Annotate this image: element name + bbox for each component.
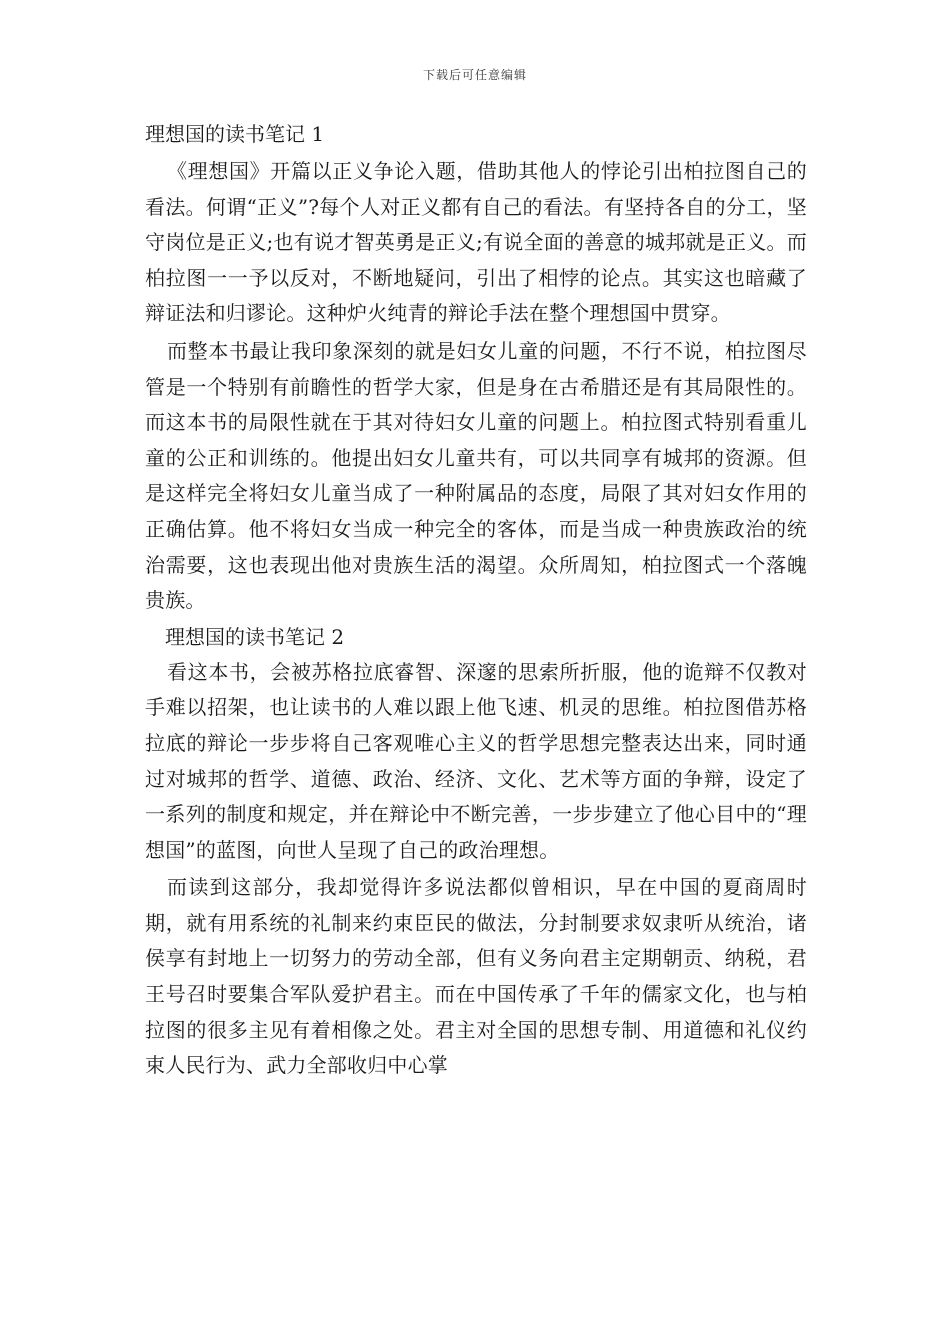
section-title-1: 理想国的读书笔记 1 <box>145 122 325 146</box>
header-note: 下载后可任意编辑 <box>422 68 527 82</box>
paragraph: 看这本书，会被苏格拉底睿智、深邃的思索所折服，他的诡辩不仅教对手难以招架，也让读书的人难以跟上他飞速、机灵的思维。柏拉图借苏格拉底的辩论一步步将自己客观唯心主义的哲学思想完整表达出来，同时通过对城邦的哲学、道德、政治、经济、文化、艺术等方面的争辩，设定了一系列的制度和规定，并在辩论中不断完善，一步步建立了他心目中的“理想国”的蓝图，向世人呈现了自己的政治理想。 <box>145 659 807 862</box>
paragraph: 而整本书最让我印象深刻的就是妇女儿童的问题，不行不说，柏拉图尽管是一个特别有前瞻性的哲学大家，但是身在古希腊还是有其局限性的。而这本书的局限性就在于其对待妇女儿童的问题上。柏拉图式特别看重儿童的公正和训练的。他提出妇女儿童共有，可以共同享有城邦的资源。但是这样完全将妇女儿童当成了一种附属品的态度，局限了其对妇女作用的正确估算。他不将妇女当成一种完全的客体，而是当成一种贵族政治的统治需要，这也表现出他对贵族生活的渴望。众所周知，柏拉图式一个落魄贵族。 <box>145 338 807 613</box>
paragraph: 《理想国》开篇以正义争论入题，借助其他人的悖论引出柏拉图自己的看法。何谓“正义”?每个人对正义都有自己的看法。有坚持各自的分工，坚守岗位是正义;也有说才智英勇是正义;有说全面的善意的城邦就是正义。而柏拉图一一予以反对，不断地疑问，引出了相悖的论点。其实这也暗藏了辩证法和归谬论。这种炉火纯青的辩论手法在整个理想国中贯穿。 <box>145 159 807 326</box>
paragraph: 而读到这部分，我却觉得许多说法都似曾相识，早在中国的夏商周时期，就有用系统的礼制来约束臣民的做法，分封制要求奴隶听从统治，诸侯享有封地上一切努力的劳动全部，但有义务向君主定期朝贡、纳税，君王号召时要集合军队爱护君主。而在中国传承了千年的儒家文化，也与柏拉图的很多主见有着相像之处。君主对全国的思想专制、用道德和礼仪约束人民行为、武力全部收归中心掌 <box>145 875 807 1078</box>
document-body <box>145 116 807 1084</box>
section-title-2: 理想国的读书笔记 2 <box>165 624 345 649</box>
